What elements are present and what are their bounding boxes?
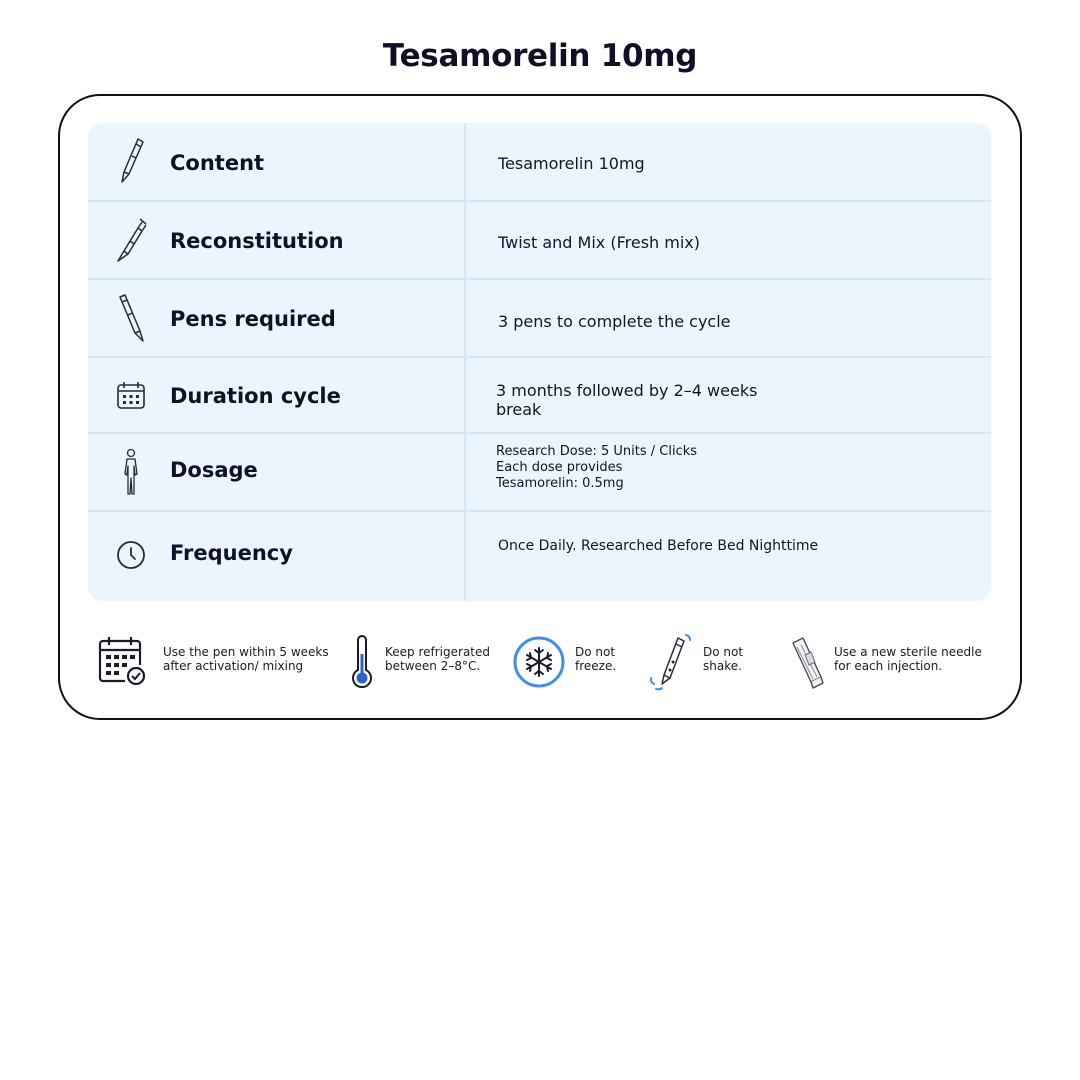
human-figure-icon	[112, 447, 150, 497]
row-label: Dosage	[170, 458, 258, 482]
instruction-text: Keep refrigerated between 2–8°C.	[385, 645, 491, 673]
needle-icon	[787, 635, 827, 695]
instruction-text: Use a new sterile needle for each injection.	[834, 645, 982, 673]
page-title: Tesamorelin 10mg	[382, 38, 698, 74]
table-row-duration-cycle	[88, 358, 991, 434]
row-label: Reconstitution	[170, 229, 344, 253]
storage-instructions	[88, 628, 998, 698]
instruction-new-needle	[784, 628, 998, 698]
row-label: Content	[170, 151, 265, 175]
row-value: Once Daily. Researched Before Bed Nighttime	[498, 538, 819, 554]
row-label: Duration cycle	[170, 384, 341, 408]
row-label: Frequency	[170, 541, 293, 565]
instruction-text: Do not shake.	[703, 645, 744, 673]
pen-icon	[112, 136, 150, 186]
thermometer-icon	[351, 634, 373, 694]
instruction-no-shake	[646, 628, 766, 698]
row-value: Research Dose: 5 Units / Clicks Each dose provides Tesamorelin: 0.5mg	[496, 444, 698, 491]
dropper-icon	[112, 215, 150, 265]
pen-icon	[112, 293, 150, 343]
instruction-refrigerate	[348, 628, 498, 698]
shake-pen-icon	[648, 632, 694, 696]
snowflake-icon	[512, 635, 566, 693]
row-value: 3 months followed by 2–4 weeks break	[496, 381, 758, 419]
instruction-use-within	[88, 628, 338, 698]
instruction-text: Use the pen within 5 weeks after activation/ mixing	[163, 645, 329, 673]
row-value: 3 pens to complete the cycle	[498, 312, 731, 331]
row-value: Tesamorelin 10mg	[498, 154, 645, 173]
calendar-icon	[112, 371, 150, 421]
table-row-dosage	[88, 434, 991, 512]
table-row-pens-required	[88, 280, 991, 358]
table-row-frequency	[88, 512, 991, 601]
info-table	[88, 123, 991, 601]
clock-icon	[112, 530, 150, 580]
instruction-text: Do not freeze.	[575, 645, 617, 673]
row-value: Twist and Mix (Fresh mix)	[498, 233, 700, 252]
calendar-check-icon	[97, 635, 147, 691]
table-row-content	[88, 123, 991, 202]
row-label: Pens required	[170, 307, 336, 331]
table-row-reconstitution	[88, 202, 991, 280]
instruction-no-freeze	[511, 628, 631, 698]
